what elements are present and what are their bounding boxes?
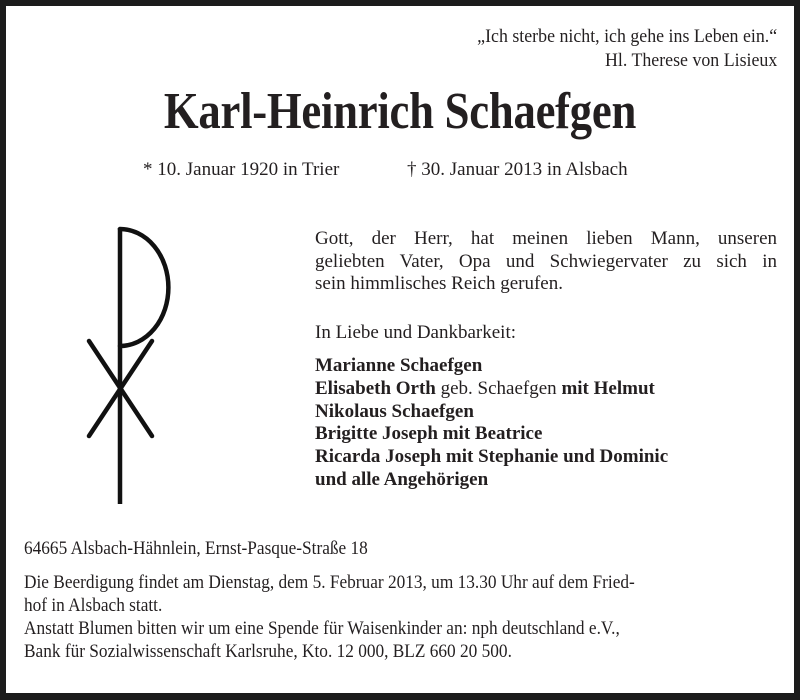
announcement-line: geliebten Vater, Opa und Schwiegervater zu sich in [315, 250, 777, 272]
quote-author: Hl. Therese von Lisieux [604, 50, 777, 71]
mourner-row: Nikolaus Schaefgen [315, 400, 474, 422]
mourners-intro: In Liebe und Dankbarkeit: [315, 322, 517, 343]
announcement-line: Gott, der Herr, hat meinen lieben Mann, unseren [315, 228, 777, 249]
death-date: † 30. Januar 2013 in Alsbach [407, 159, 628, 180]
mourner-row: Ricarda Joseph mit Stephanie und Dominic [315, 446, 669, 468]
address: 64665 Alsbach-Hähnlein, Ernst-Pasque-Straße 18 [24, 538, 368, 559]
mourner-row: Elisabeth Orth geb. Schaefgen mit Helmut [315, 377, 655, 399]
announcement-line: sein himmlisches Reich gerufen. [315, 273, 563, 294]
mourner-row: Marianne Schaefgen [315, 355, 483, 376]
obituary-notice [6, 6, 794, 693]
chi-rho-icon [80, 220, 180, 515]
mourners-list [315, 355, 668, 492]
deceased-name: Karl-Heinrich Schaefgen [163, 83, 637, 140]
donation-info-line: Anstatt Blumen bitten wir um eine Spende für Waisenkinder an: nph deutschland e.V., [24, 618, 620, 639]
birth-date: * 10. Januar 1920 in Trier [143, 159, 340, 180]
funeral-info-line: hof in Alsbach statt. [24, 595, 163, 616]
mourner-row: und alle Angehörigen [315, 468, 489, 490]
bank-info-line: Bank für Sozialwissenschaft Karlsruhe, Kto. 12 000, BLZ 660 20 500. [24, 641, 512, 662]
mourner-row: Brigitte Joseph mit Beatrice [315, 423, 543, 445]
announcement-text [315, 228, 777, 296]
quote-text: „Ich sterbe nicht, ich gehe ins Leben ein.“ [476, 26, 777, 47]
funeral-info-line: Die Beerdigung findet am Dienstag, dem 5. Februar 2013, um 13.30 Uhr auf dem Fried- [24, 572, 635, 593]
